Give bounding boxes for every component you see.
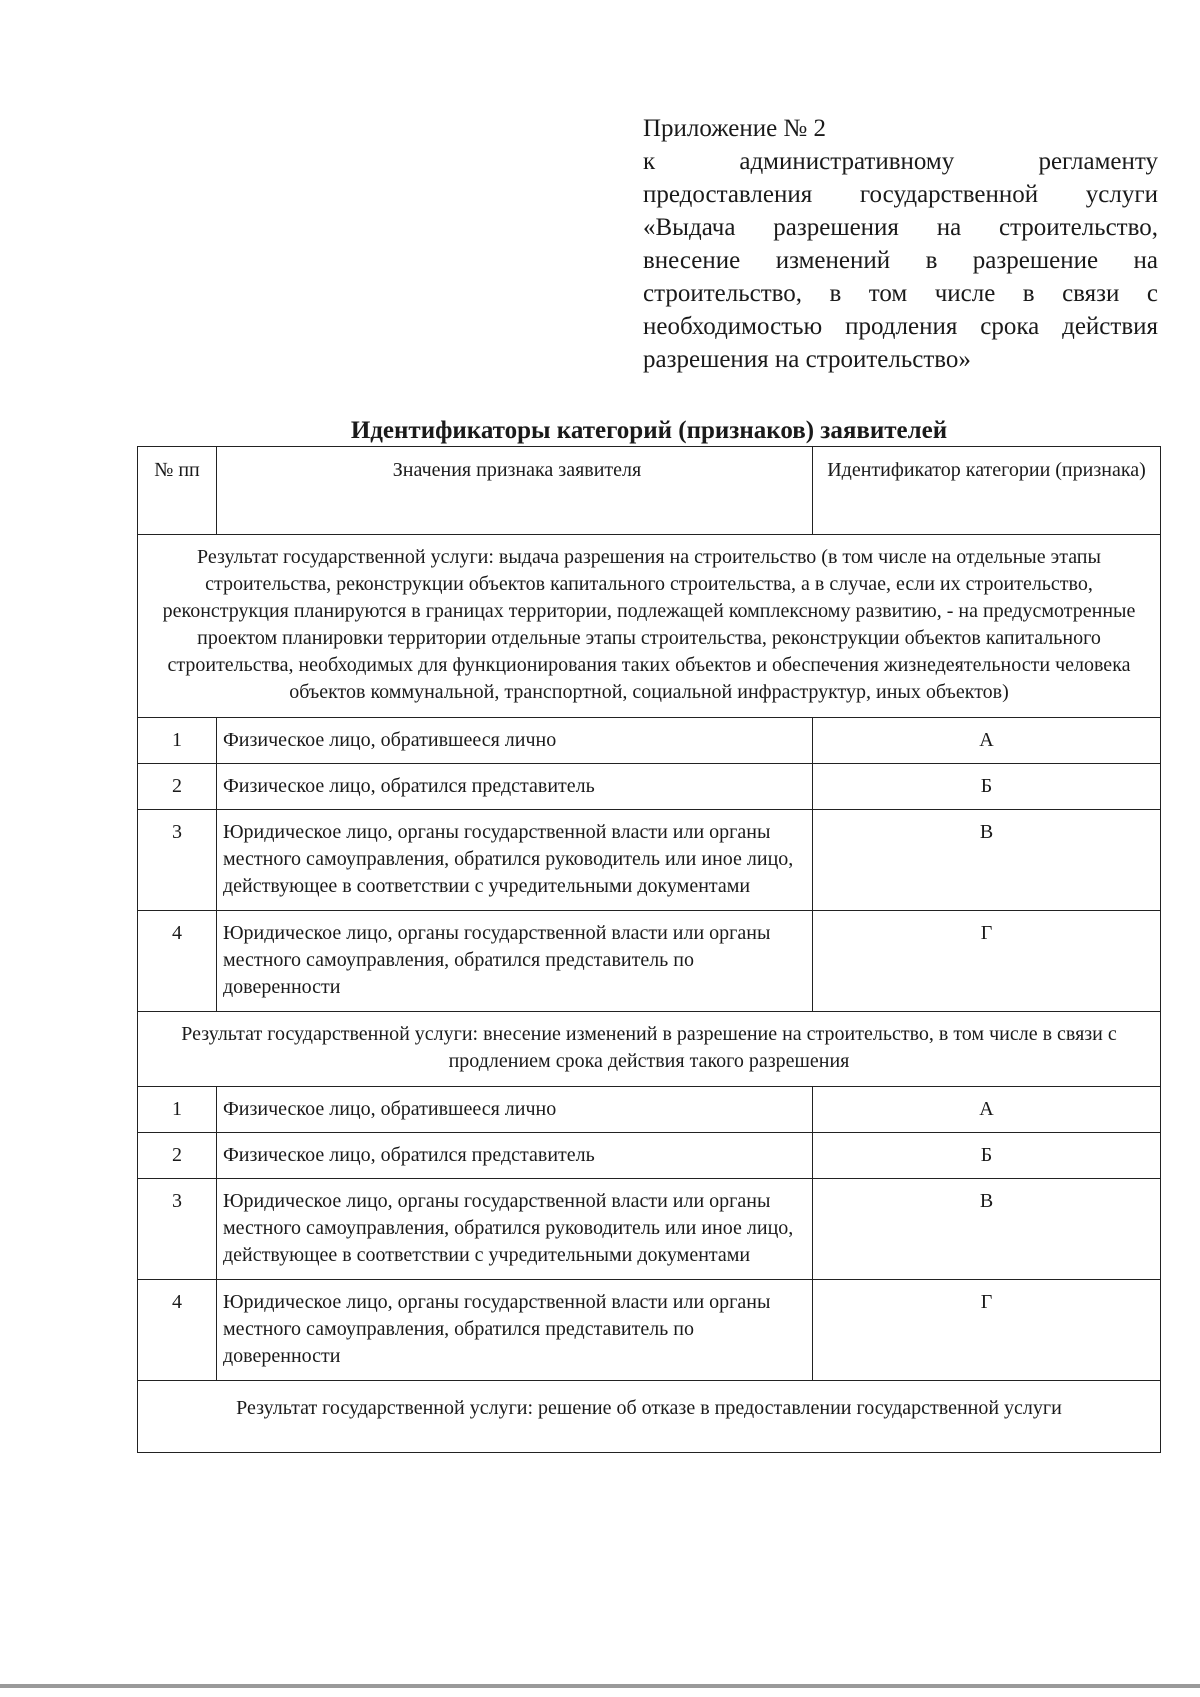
document-title: Идентификаторы категорий (признаков) заявителей — [350, 417, 948, 444]
section-result-text: Результат государственной услуги: выдача разрешения на строительство (в том числе на отдельные этапы строительства, реконструкции объектов капитального строительства, а в случае, если их строительство, реконструкция планируются в границах территории, подлежащей комплексному развитию, - на предусмотренные проектом планировки территории отдельные этапы строительства, реконструкции объектов капитального строительства, необходимых для функционирования таких объектов и обеспечения жизнедеятельности человека объектов коммунальной, транспортной, социальной инфраструктур, иных объектов) — [138, 535, 1161, 718]
header-num: № пп — [138, 447, 217, 535]
header-id: Идентификатор категории (признака) — [813, 447, 1161, 535]
section-result-text: Результат государственной услуги: внесение изменений в разрешение на строительство, в том числе в связи с продлением срока действия такого разрешения — [138, 1012, 1161, 1087]
row-id: А — [813, 718, 1161, 764]
row-num: 1 — [138, 1087, 217, 1133]
row-value: Юридическое лицо, органы государственной власти или органы местного самоуправления, обратился представитель по доверенности — [217, 911, 813, 1012]
row-id: Г — [813, 1280, 1161, 1381]
section-result-row — [138, 1012, 1161, 1087]
section-result-row — [138, 1381, 1161, 1453]
row-num: 2 — [138, 764, 217, 810]
row-id: В — [813, 810, 1161, 911]
section-result-text: Результат государственной услуги: решение об отказе в предоставлении государственной услуги — [138, 1381, 1161, 1453]
row-value: Физическое лицо, обратившееся лично — [217, 1087, 813, 1133]
table-row — [138, 1133, 1161, 1179]
table-row — [138, 1280, 1161, 1381]
row-value: Физическое лицо, обратился представитель — [217, 1133, 813, 1179]
section-result-row — [138, 535, 1161, 718]
row-id: Б — [813, 764, 1161, 810]
row-num: 2 — [138, 1133, 217, 1179]
table-row — [138, 1087, 1161, 1133]
scan-bottom-edge — [0, 1684, 1200, 1688]
row-num: 1 — [138, 718, 217, 764]
table-row — [138, 810, 1161, 911]
row-id: Г — [813, 911, 1161, 1012]
header-value: Значения признака заявителя — [217, 447, 813, 535]
row-num: 3 — [138, 1179, 217, 1280]
row-value: Юридическое лицо, органы государственной власти или органы местного самоуправления, обратился руководитель или иное лицо, действующее в соответствии с учредительными документами — [217, 1179, 813, 1280]
row-value: Физическое лицо, обратился представитель — [217, 764, 813, 810]
appendix-block — [643, 112, 1158, 376]
row-num: 4 — [138, 1280, 217, 1381]
row-num: 3 — [138, 810, 217, 911]
row-value: Физическое лицо, обратившееся лично — [217, 718, 813, 764]
row-id: А — [813, 1087, 1161, 1133]
table-header-row — [138, 447, 1161, 535]
row-value: Юридическое лицо, органы государственной власти или органы местного самоуправления, обратился представитель по доверенности — [217, 1280, 813, 1381]
row-num: 4 — [138, 911, 217, 1012]
categories-table — [137, 446, 1161, 1453]
appendix-number: Приложение № 2 — [643, 115, 827, 142]
table-row — [138, 1179, 1161, 1280]
row-id: Б — [813, 1133, 1161, 1179]
table-row — [138, 911, 1161, 1012]
table-row — [138, 718, 1161, 764]
table-row — [138, 764, 1161, 810]
row-id: В — [813, 1179, 1161, 1280]
row-value: Юридическое лицо, органы государственной власти или органы местного самоуправления, обратился руководитель или иное лицо, действующее в соответствии с учредительными документами — [217, 810, 813, 911]
appendix-reference: к административному регламенту предоставления государственной услуги «Выдача разрешения на строительство, внесение изменений в разрешение на строительство, в том числе в связи с необходимостью продления срока действия разрешения на строительство» — [643, 148, 1158, 373]
